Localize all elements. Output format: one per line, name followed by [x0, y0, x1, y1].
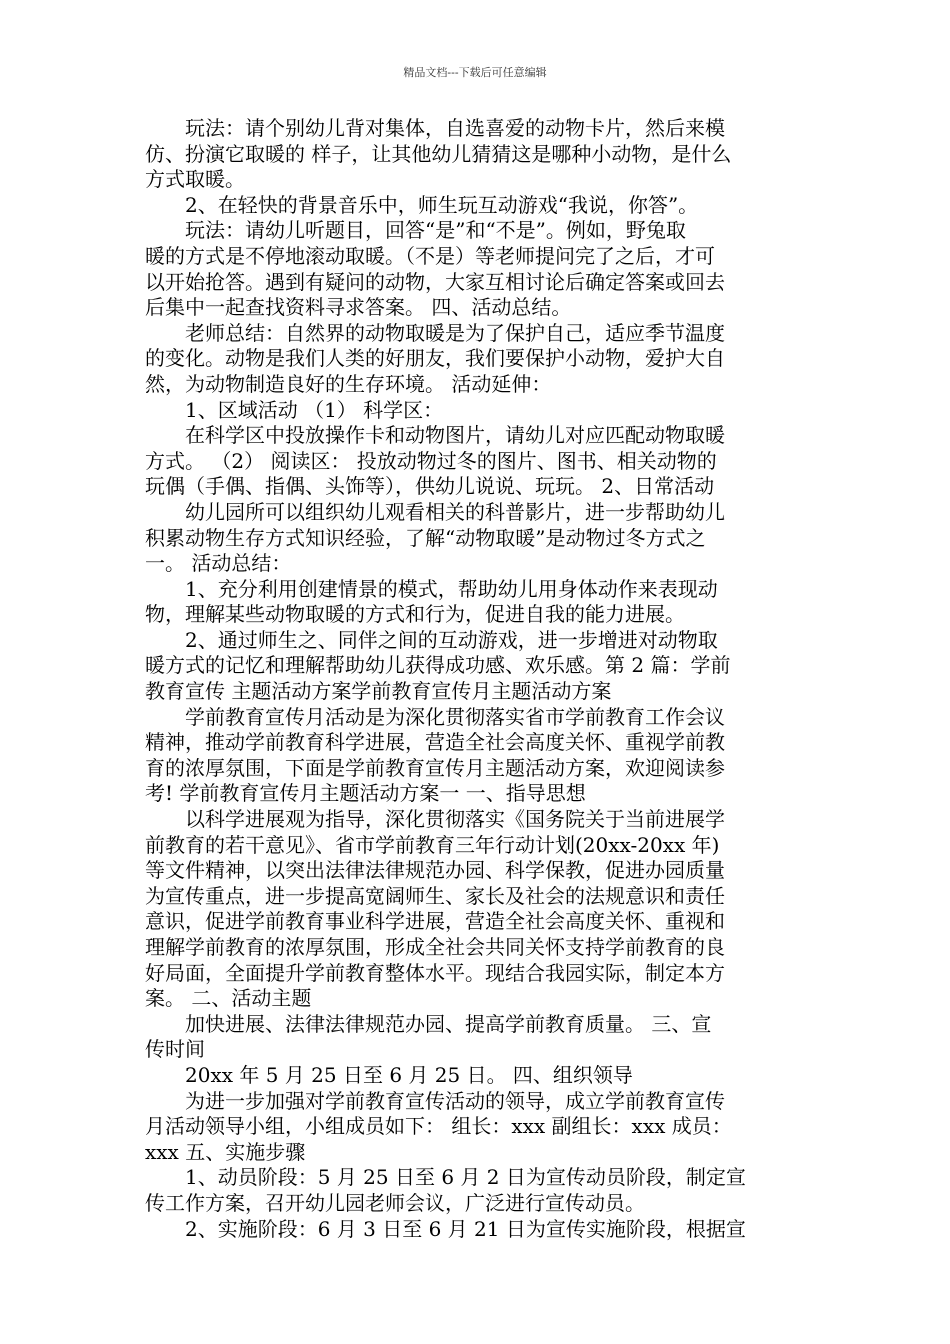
text-line: 精神，推动学前教育科学进展，营造全社会高度关怀、重视学前教 — [145, 730, 725, 755]
text-line: 幼儿园所可以组织幼儿观看相关的科普影片，进一步帮助幼儿 — [145, 499, 725, 524]
text-line: 暖方式的记忆和理解帮助幼儿获得成功感、欢乐感。第 2 篇：学前 — [145, 653, 731, 678]
text-line: 育的浓厚氛围，下面是学前教育宣传月主题活动方案，欢迎阅读参 — [145, 755, 725, 780]
text-line: 教育宣传 主题活动方案学前教育宣传月主题活动方案 — [145, 679, 612, 704]
text-line: 为宣传重点，进一步提高宽阔师生、家长及社会的法规意识和责任 — [145, 883, 725, 908]
text-line: 1、充分利用创建情景的模式，帮助幼儿用身体动作来表现动 — [145, 576, 718, 601]
page-header-text: 精品文档---下载后可任意编辑 — [403, 66, 547, 79]
document-body — [145, 116, 810, 1242]
text-line: 积累动物生存方式知识经验，了解“动物取暖”是动物过冬方式之 — [145, 525, 706, 550]
text-line: 物，理解某些动物取暖的方式和行为，促进自我的能力进展。 — [145, 602, 685, 627]
text-line: 以开始抢答。遇到有疑问的动物，大家互相讨论后确定答案或回去 — [145, 269, 725, 294]
text-line: 2、实施阶段：6 月 3 日至 6 月 21 日为宣传实施阶段，根据宣 — [145, 1216, 746, 1241]
text-line: 老师总结：自然界的动物取暖是为了保护自己，适应季节温度 — [145, 320, 725, 345]
text-line: xxx 五、实施步骤 — [145, 1139, 306, 1164]
text-line: 方式。 （2） 阅读区： 投放动物过冬的图片、图书、相关动物的 — [145, 448, 717, 473]
text-line: 意识，促进学前教育事业科学进展，营造全社会高度关怀、重视和 — [145, 909, 725, 934]
text-line: 传时间 — [145, 1037, 205, 1062]
text-line: 玩法：请幼儿听题目，回答“是”和“不是”。例如，野兔取 — [145, 218, 686, 243]
text-line: 案。 二、活动主题 — [145, 986, 312, 1011]
text-line: 然，为动物制造良好的生存环境。 活动延伸： — [145, 371, 552, 396]
text-line: 前教育的若干意见》、省市学前教育三年行动计划(20xx-20xx 年) — [145, 832, 720, 857]
text-line: 传工作方案，召开幼儿园老师会议，广泛进行宣传动员。 — [145, 1190, 645, 1215]
text-line: 20xx 年 5 月 25 日至 6 月 25 日。 四、组织领导 — [145, 1062, 633, 1087]
text-line: 考! 学前教育宣传月主题活动方案一 一、指导思想 — [145, 781, 586, 806]
text-line: 1、动员阶段：5 月 25 日至 6 月 2 日为宣传动员阶段，制定宣 — [145, 1165, 746, 1190]
text-line: 2、通过师生之、同伴之间的互动游戏，进一步增进对动物取 — [145, 627, 718, 652]
text-line: 暖的方式是不停地滚动取暖。（不是）等老师提问完了之后，才可 — [145, 243, 715, 268]
text-line: 月活动领导小组，小组成员如下： 组长：xxx 副组长：xxx 成员： — [145, 1114, 732, 1139]
text-line: 以科学进展观为指导，深化贯彻落实《国务院关于当前进展学 — [145, 807, 725, 832]
text-line: 仿、扮演它取暖的 样子，让其他幼儿猜猜这是哪种小动物，是什么 — [145, 141, 732, 166]
text-line: 一。 活动总结： — [145, 551, 292, 576]
text-line: 在科学区中投放操作卡和动物图片，请幼儿对应匹配动物取暖 — [145, 423, 725, 448]
text-line: 后集中一起查找资料寻求答案。 四、活动总结。 — [145, 295, 572, 320]
text-line: 1、区域活动 （1） 科学区： — [145, 397, 444, 422]
text-line: 2、在轻快的背景音乐中，师生玩互动游戏“我说，你答”。 — [145, 192, 699, 217]
text-line: 玩偶（手偶、指偶、头饰等），供幼儿说说、玩玩。 2、日常活动 — [145, 474, 715, 499]
text-line: 玩法：请个别幼儿背对集体，自选喜爱的动物卡片，然后来模 — [145, 116, 725, 140]
text-line: 好局面，全面提升学前教育整体水平。现结合我园实际，制定本方 — [145, 960, 725, 985]
text-line: 学前教育宣传月活动是为深化贯彻落实省市学前教育工作会议 — [145, 704, 725, 729]
text-line: 理解学前教育的浓厚氛围，形成全社会共同关怀支持学前教育的良 — [145, 935, 725, 959]
text-line: 为进一步加强对学前教育宣传活动的领导，成立学前教育宣传 — [145, 1088, 725, 1113]
text-line: 加快进展、法律法律规范办园、提高学前教育质量。 三、宣 — [145, 1011, 712, 1036]
text-line: 的变化。动物是我们人类的好朋友，我们要保护小动物，爱护大自 — [145, 346, 725, 371]
text-line: 等文件精神，以突出法律法律规范办园、科学保教，促进办园质量 — [145, 858, 725, 883]
text-line: 方式取暖。 — [145, 167, 245, 192]
